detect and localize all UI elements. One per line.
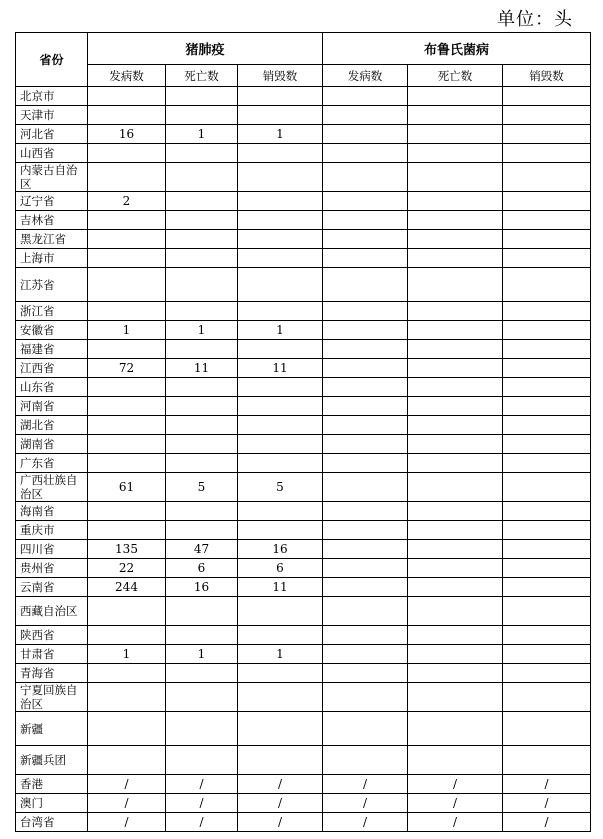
table-row	[16, 106, 591, 125]
value-cell	[166, 521, 238, 540]
value-cell	[503, 302, 591, 321]
value-cell	[503, 597, 591, 626]
table-row	[16, 712, 591, 746]
value-cell	[88, 712, 166, 746]
province-cell: 河南省	[16, 397, 88, 416]
value-cell	[503, 268, 591, 302]
province-cell: 云南省	[16, 578, 88, 597]
disease-statistics-table	[15, 32, 591, 832]
province-cell: 陕西省	[16, 626, 88, 645]
table-row	[16, 559, 591, 578]
province-cell: 上海市	[16, 249, 88, 268]
value-cell: 72	[88, 359, 166, 378]
province-cell: 湖南省	[16, 435, 88, 454]
table-row	[16, 340, 591, 359]
value-cell: 1	[88, 321, 166, 340]
value-cell	[503, 163, 591, 192]
value-cell	[166, 454, 238, 473]
value-cell	[408, 746, 503, 775]
value-cell	[323, 106, 408, 125]
value-cell: /	[88, 794, 166, 813]
value-cell	[323, 321, 408, 340]
value-cell	[166, 230, 238, 249]
value-cell: 5	[238, 473, 323, 502]
table-row	[16, 416, 591, 435]
province-cell: 澳门	[16, 794, 88, 813]
value-cell	[503, 340, 591, 359]
header-col-cases-2: 发病数	[323, 65, 408, 87]
value-cell	[323, 746, 408, 775]
table-row	[16, 321, 591, 340]
value-cell	[166, 163, 238, 192]
value-cell	[323, 163, 408, 192]
value-cell	[503, 106, 591, 125]
table-row	[16, 87, 591, 106]
province-cell: 浙江省	[16, 302, 88, 321]
value-cell	[88, 683, 166, 712]
value-cell	[323, 559, 408, 578]
value-cell	[408, 211, 503, 230]
value-cell: 1	[238, 645, 323, 664]
value-cell: /	[166, 775, 238, 794]
value-cell	[503, 359, 591, 378]
value-cell	[323, 597, 408, 626]
value-cell: 6	[238, 559, 323, 578]
value-cell	[408, 626, 503, 645]
table-row	[16, 192, 591, 211]
value-cell	[88, 211, 166, 230]
table-row	[16, 144, 591, 163]
value-cell	[166, 268, 238, 302]
province-cell: 海南省	[16, 502, 88, 521]
province-cell: 河北省	[16, 125, 88, 144]
province-cell: 北京市	[16, 87, 88, 106]
value-cell: 11	[166, 359, 238, 378]
table-row	[16, 578, 591, 597]
value-cell	[323, 521, 408, 540]
table-row	[16, 359, 591, 378]
value-cell	[323, 230, 408, 249]
value-cell	[408, 435, 503, 454]
value-cell	[503, 712, 591, 746]
value-cell: 16	[88, 125, 166, 144]
value-cell	[166, 106, 238, 125]
value-cell	[408, 502, 503, 521]
value-cell: /	[503, 794, 591, 813]
value-cell	[166, 502, 238, 521]
value-cell: 11	[238, 359, 323, 378]
value-cell	[503, 521, 591, 540]
value-cell: /	[166, 794, 238, 813]
value-cell	[408, 578, 503, 597]
value-cell	[238, 340, 323, 359]
value-cell	[323, 664, 408, 683]
value-cell	[503, 746, 591, 775]
province-cell: 重庆市	[16, 521, 88, 540]
province-cell: 山西省	[16, 144, 88, 163]
province-cell: 甘肃省	[16, 645, 88, 664]
value-cell: /	[166, 813, 238, 832]
table-row	[16, 125, 591, 144]
value-cell	[88, 106, 166, 125]
value-cell	[166, 302, 238, 321]
value-cell	[238, 230, 323, 249]
value-cell	[408, 397, 503, 416]
value-cell	[238, 302, 323, 321]
value-cell: 11	[238, 578, 323, 597]
value-cell: 22	[88, 559, 166, 578]
value-cell	[408, 473, 503, 502]
value-cell	[166, 397, 238, 416]
value-cell	[238, 454, 323, 473]
header-col-destroyed-1: 销毁数	[238, 65, 323, 87]
value-cell	[166, 211, 238, 230]
value-cell	[323, 211, 408, 230]
value-cell	[503, 211, 591, 230]
unit-label: 单位：头	[497, 9, 573, 30]
value-cell	[408, 712, 503, 746]
table-row	[16, 473, 591, 502]
value-cell	[503, 230, 591, 249]
value-cell	[166, 435, 238, 454]
value-cell	[323, 268, 408, 302]
value-cell: /	[323, 775, 408, 794]
value-cell: 16	[238, 540, 323, 559]
value-cell	[503, 416, 591, 435]
value-cell	[408, 359, 503, 378]
value-cell	[503, 454, 591, 473]
value-cell	[88, 144, 166, 163]
table-row	[16, 813, 591, 832]
value-cell	[503, 321, 591, 340]
value-cell	[503, 473, 591, 502]
value-cell	[323, 454, 408, 473]
value-cell	[408, 597, 503, 626]
value-cell	[238, 521, 323, 540]
value-cell	[238, 163, 323, 192]
value-cell	[88, 397, 166, 416]
value-cell	[323, 340, 408, 359]
value-cell	[408, 230, 503, 249]
value-cell	[503, 502, 591, 521]
province-cell: 江苏省	[16, 268, 88, 302]
value-cell	[166, 664, 238, 683]
value-cell	[323, 645, 408, 664]
value-cell	[323, 249, 408, 268]
value-cell	[503, 664, 591, 683]
header-col-deaths-2: 死亡数	[408, 65, 503, 87]
value-cell: 2	[88, 192, 166, 211]
province-cell: 湖北省	[16, 416, 88, 435]
value-cell	[166, 87, 238, 106]
value-cell	[166, 416, 238, 435]
value-cell	[503, 435, 591, 454]
province-cell: 新疆	[16, 712, 88, 746]
value-cell: 1	[238, 125, 323, 144]
province-cell: 安徽省	[16, 321, 88, 340]
value-cell: /	[503, 775, 591, 794]
value-cell	[88, 435, 166, 454]
table-row	[16, 268, 591, 302]
value-cell	[503, 192, 591, 211]
province-cell: 广东省	[16, 454, 88, 473]
value-cell	[238, 249, 323, 268]
value-cell	[408, 87, 503, 106]
table-row	[16, 502, 591, 521]
table-row	[16, 645, 591, 664]
header-province: 省份	[16, 33, 88, 87]
value-cell	[238, 597, 323, 626]
value-cell	[238, 416, 323, 435]
value-cell	[323, 192, 408, 211]
value-cell	[88, 163, 166, 192]
province-cell: 宁夏回族自治区	[16, 683, 88, 712]
value-cell: 47	[166, 540, 238, 559]
province-cell: 广西壮族自治区	[16, 473, 88, 502]
value-cell	[408, 163, 503, 192]
table-row	[16, 378, 591, 397]
value-cell	[88, 87, 166, 106]
value-cell	[408, 144, 503, 163]
value-cell	[408, 683, 503, 712]
value-cell	[238, 106, 323, 125]
value-cell	[323, 302, 408, 321]
value-cell	[238, 144, 323, 163]
value-cell	[166, 683, 238, 712]
header-col-deaths-1: 死亡数	[166, 65, 238, 87]
value-cell	[166, 192, 238, 211]
value-cell: 135	[88, 540, 166, 559]
province-cell: 辽宁省	[16, 192, 88, 211]
province-cell: 天津市	[16, 106, 88, 125]
value-cell	[166, 626, 238, 645]
value-cell	[408, 521, 503, 540]
table-row	[16, 626, 591, 645]
value-cell	[408, 268, 503, 302]
value-cell	[323, 435, 408, 454]
value-cell	[408, 416, 503, 435]
value-cell	[503, 125, 591, 144]
table-row	[16, 454, 591, 473]
table-row	[16, 794, 591, 813]
table-row	[16, 540, 591, 559]
value-cell	[408, 645, 503, 664]
value-cell: /	[88, 813, 166, 832]
value-cell: /	[238, 794, 323, 813]
value-cell	[323, 125, 408, 144]
value-cell	[503, 559, 591, 578]
table-row	[16, 302, 591, 321]
value-cell	[238, 87, 323, 106]
value-cell	[88, 416, 166, 435]
value-cell	[503, 645, 591, 664]
table-row	[16, 775, 591, 794]
province-cell: 江西省	[16, 359, 88, 378]
value-cell	[408, 106, 503, 125]
value-cell	[238, 192, 323, 211]
value-cell	[323, 397, 408, 416]
value-cell	[503, 87, 591, 106]
value-cell	[238, 268, 323, 302]
value-cell: 1	[166, 125, 238, 144]
value-cell	[238, 397, 323, 416]
province-cell: 香港	[16, 775, 88, 794]
table-row	[16, 597, 591, 626]
province-cell: 台湾省	[16, 813, 88, 832]
value-cell	[408, 192, 503, 211]
value-cell	[323, 626, 408, 645]
value-cell: /	[408, 775, 503, 794]
value-cell: 1	[166, 321, 238, 340]
value-cell	[408, 664, 503, 683]
table-row	[16, 664, 591, 683]
value-cell	[238, 712, 323, 746]
value-cell	[503, 378, 591, 397]
value-cell	[166, 340, 238, 359]
province-cell: 西藏自治区	[16, 597, 88, 626]
value-cell: 244	[88, 578, 166, 597]
value-cell	[323, 359, 408, 378]
value-cell	[238, 664, 323, 683]
table-row	[16, 397, 591, 416]
province-cell: 四川省	[16, 540, 88, 559]
header-col-destroyed-2: 销毁数	[503, 65, 591, 87]
value-cell	[88, 340, 166, 359]
value-cell	[503, 249, 591, 268]
value-cell: 6	[166, 559, 238, 578]
value-cell	[323, 416, 408, 435]
value-cell	[166, 378, 238, 397]
value-cell	[503, 540, 591, 559]
value-cell	[88, 502, 166, 521]
value-cell	[323, 683, 408, 712]
value-cell	[238, 502, 323, 521]
value-cell	[166, 144, 238, 163]
value-cell	[88, 626, 166, 645]
value-cell	[88, 249, 166, 268]
value-cell	[238, 378, 323, 397]
value-cell: /	[323, 794, 408, 813]
value-cell	[166, 249, 238, 268]
value-cell: /	[238, 775, 323, 794]
table-row	[16, 746, 591, 775]
province-cell: 福建省	[16, 340, 88, 359]
value-cell	[238, 683, 323, 712]
value-cell	[323, 540, 408, 559]
value-cell	[408, 125, 503, 144]
value-cell	[323, 87, 408, 106]
value-cell	[503, 683, 591, 712]
table-row	[16, 211, 591, 230]
value-cell: /	[503, 813, 591, 832]
value-cell	[238, 435, 323, 454]
table-row	[16, 521, 591, 540]
province-cell: 吉林省	[16, 211, 88, 230]
province-cell: 内蒙古自治区	[16, 163, 88, 192]
value-cell	[408, 249, 503, 268]
header-group-swine-pasteurellosis: 猪肺疫	[88, 33, 323, 65]
table-row	[16, 249, 591, 268]
table-row	[16, 683, 591, 712]
value-cell	[88, 746, 166, 775]
value-cell	[238, 211, 323, 230]
value-cell	[408, 540, 503, 559]
value-cell	[166, 597, 238, 626]
value-cell	[323, 712, 408, 746]
value-cell: /	[323, 813, 408, 832]
value-cell	[408, 302, 503, 321]
value-cell	[503, 144, 591, 163]
header-col-cases-1: 发病数	[88, 65, 166, 87]
value-cell: /	[408, 813, 503, 832]
value-cell: /	[408, 794, 503, 813]
value-cell	[88, 454, 166, 473]
value-cell	[88, 597, 166, 626]
province-cell: 山东省	[16, 378, 88, 397]
value-cell	[323, 502, 408, 521]
value-cell	[408, 454, 503, 473]
value-cell: 1	[88, 645, 166, 664]
value-cell	[408, 378, 503, 397]
value-cell	[503, 626, 591, 645]
value-cell	[408, 321, 503, 340]
value-cell	[88, 378, 166, 397]
value-cell	[166, 746, 238, 775]
value-cell	[323, 378, 408, 397]
value-cell	[238, 746, 323, 775]
value-cell: 1	[238, 321, 323, 340]
value-cell	[88, 302, 166, 321]
value-cell	[88, 664, 166, 683]
table-row	[16, 435, 591, 454]
value-cell	[323, 144, 408, 163]
value-cell	[408, 559, 503, 578]
value-cell	[88, 230, 166, 249]
value-cell	[238, 626, 323, 645]
value-cell	[323, 473, 408, 502]
province-cell: 黑龙江省	[16, 230, 88, 249]
value-cell	[166, 712, 238, 746]
value-cell: 61	[88, 473, 166, 502]
value-cell: 16	[166, 578, 238, 597]
value-cell: 5	[166, 473, 238, 502]
table-row	[16, 230, 591, 249]
value-cell: 1	[166, 645, 238, 664]
province-cell: 贵州省	[16, 559, 88, 578]
value-cell	[88, 268, 166, 302]
value-cell	[323, 578, 408, 597]
header-group-brucellosis: 布鲁氏菌病	[323, 33, 591, 65]
value-cell	[503, 578, 591, 597]
value-cell: /	[88, 775, 166, 794]
value-cell	[408, 340, 503, 359]
province-cell: 新疆兵团	[16, 746, 88, 775]
value-cell	[503, 397, 591, 416]
value-cell	[88, 521, 166, 540]
value-cell: /	[238, 813, 323, 832]
table-row	[16, 163, 591, 192]
province-cell: 青海省	[16, 664, 88, 683]
